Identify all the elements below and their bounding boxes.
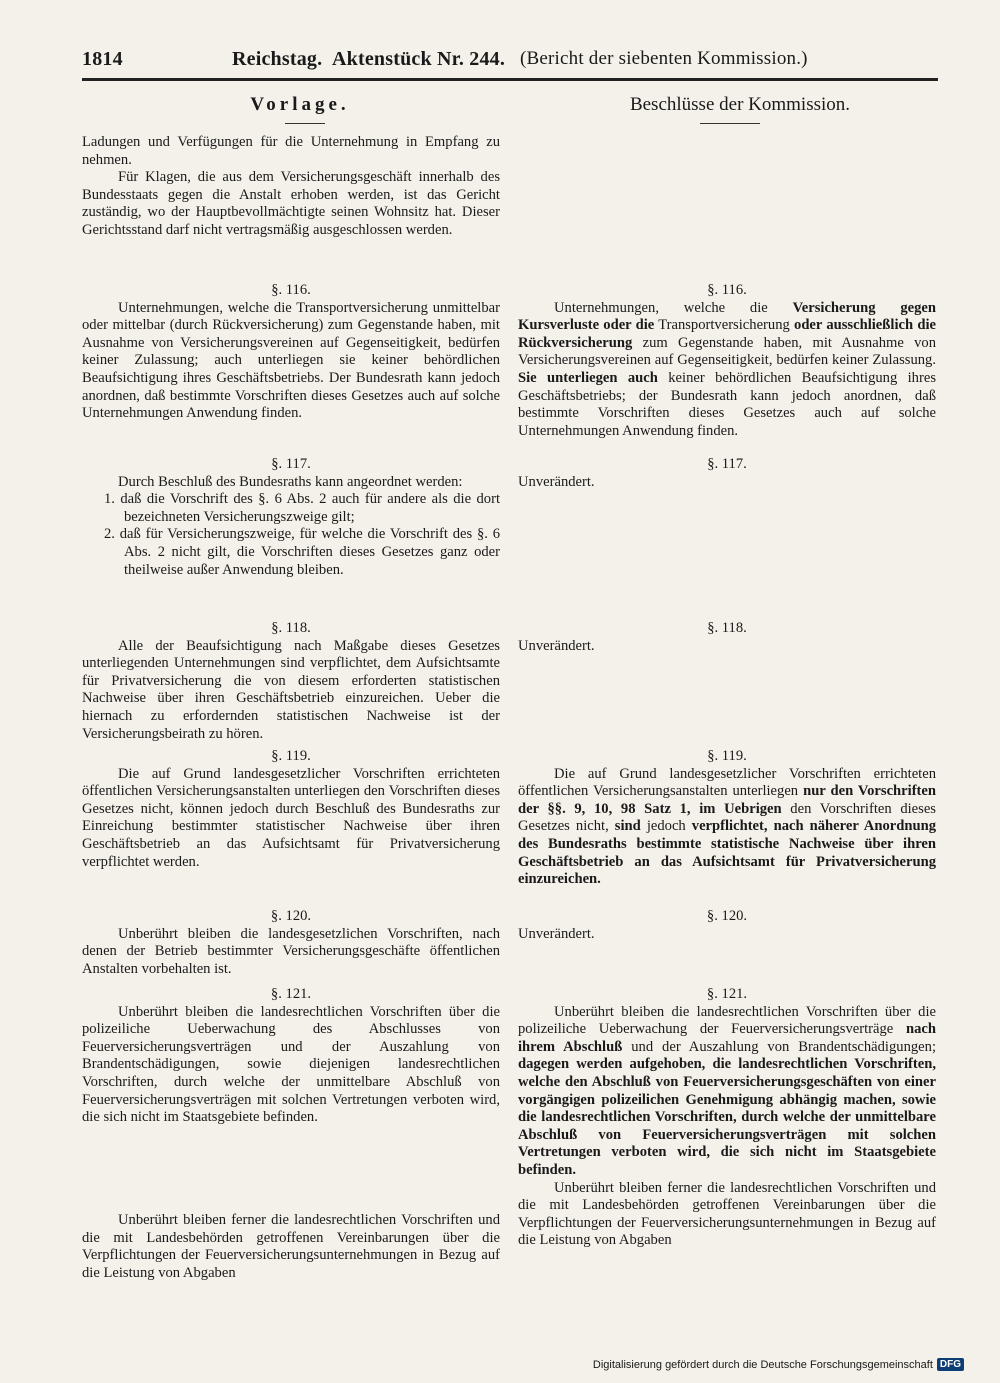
text-run: den Vorschriften dieses Gesetzes nicht,: [518, 800, 936, 835]
section-text: [518, 766, 936, 889]
amended-text: oder ausschließlich die Rückversicherung: [518, 317, 936, 351]
amended-text: sind: [614, 818, 641, 835]
header-subtitle: (Bericht der siebenten Kommission.): [520, 48, 808, 69]
left-title-underline: [285, 123, 325, 124]
text-run: Transportversicherung: [654, 317, 795, 334]
section-heading: §. 121.: [270, 986, 312, 1002]
section-heading: §. 117.: [271, 456, 311, 472]
right-section-116: [518, 282, 936, 440]
amended-text: dagegen werden aufgehoben, die landesrechtlichen Vorschriften, welche den Abschluß von Feuerversicherungsgeschäften von einer vorgängigen polizeilichen Genehmigung abhängig machen, sowie die landesrechtlichen Vorschriften, durch welche der unmittelbare Abschluß von Feuerversicherungsverträgen mit solchen Vertretungen verboten wird, die sich nicht im Staatsgebiete befinden.: [518, 1056, 936, 1178]
header-rule: [82, 78, 938, 81]
section-heading: §. 117.: [707, 456, 747, 472]
header-doc: Aktenstück Nr. 244.: [332, 48, 506, 70]
list-item: 2. daß für Versicherungszweige, für welche die Vorschrift des §. 6 Abs. 2 nicht gilt, die Vorschriften dieses Gesetzes ganz oder theilweise außer Anwendung bleiben.: [104, 526, 500, 578]
section-heading: §. 116.: [707, 282, 747, 298]
left-section-117: [82, 456, 500, 579]
right-section-117: [518, 456, 936, 491]
amended-text: nur den Vorschriften der §§. 9, 10, 98 Satz 1, im Uebrigen: [518, 783, 937, 817]
text-run: jedoch: [640, 818, 692, 835]
section-text: Unberührt bleiben ferner die landesrechtlichen Vorschriften und die mit Landesbehörden getroffenen Vereinbarungen über die Verpflichtungen der Feuerversicherungsunternehmungen in Bezug auf die Leistung von Abgaben: [518, 1179, 936, 1249]
section-text: [518, 1004, 936, 1180]
section-heading: §. 116.: [271, 282, 311, 298]
text-run: keiner behördlichen Beaufsichtigung ihres Geschäftsbetriebs; der Bundesrath kann jedoch anordnen, daß bestimmte Vorschriften dieses Gesetzes auch auf solche Unternehmungen Anwendung finden.: [518, 369, 936, 439]
section-heading: §. 120.: [706, 908, 748, 924]
left-section-119: [82, 748, 500, 871]
text-run: zum Gegenstande haben, mit Ausnahme von Versicherungsvereinen auf Gegenseitigkeit, bedürfen keiner Zulassung.: [518, 334, 936, 369]
section-text: Die auf Grund landesgesetzlicher Vorschriften errichteten öffentlichen Versicherungsanstalten unterliegen den Vorschriften dieses Gesetzes nicht, können jedoch durch Beschluß des Bundesraths zur Einreichung bestimmter statistischer Nachweise über ihren Geschäftsbetrieb an das Aufsichtsamt für Privatversicherung verpflichtet werden.: [82, 765, 500, 870]
left-intro: [82, 134, 500, 240]
amended-text: verpflichtet, nach näherer Anordnung des Bundesraths bestimmte statistische Nachweise über ihren Geschäftsbetrieb an das Aufsichtsamt für Privatversicherung einzureichen.: [518, 818, 936, 888]
section-text: Unberührt bleiben die landesrechtlichen Vorschriften über die polizeiliche Ueberwachung des Abschlusses von Feuerversicherungsverträgen und der Auszahlung von Brandentschädigungen, sowie diejenigen landesrechtlichen Vorschriften, durch welche der unmittelbare Abschluß von Feuerversicherungsverträgen mit solchen Vertretungen verboten wird, die sich nicht im Staatsgebiete befinden.: [82, 1003, 500, 1126]
text-run: Unberührt bleiben die landesrechtlichen Vorschriften über die polizeiliche Ueberwachung der Feuerversicherungsverträge: [518, 1003, 936, 1038]
left-intro-text: Ladungen und Verfügungen für die Unternehmung in Empfang zu nehmen.: [82, 134, 500, 168]
left-section-116: [82, 282, 500, 423]
section-list: [82, 491, 500, 579]
left-section-120: [82, 908, 500, 978]
section-heading: §. 118.: [271, 620, 311, 636]
right-section-119: [518, 748, 936, 889]
left-column-title: Vorlage.: [250, 94, 350, 115]
section-text: Unberührt bleiben ferner die landesrechtlichen Vorschriften und die mit Landesbehörden getroffenen Vereinbarungen über die Verpflichtungen der Feuerversicherungsunternehmungen in Bezug auf die Leistung von Abgaben: [82, 1212, 500, 1281]
list-item: 1. daß die Vorschrift des §. 6 Abs. 2 auch für andere als die dort bezeichneten Versicherungszweige gilt;: [104, 491, 500, 525]
section-heading: §. 119.: [271, 748, 311, 764]
section-heading: §. 119.: [707, 748, 747, 764]
left-section-121-continued: [82, 1212, 500, 1282]
right-section-121: [518, 986, 936, 1250]
page-number: 1814: [82, 48, 123, 70]
right-column-title: Beschlüsse der Kommission.: [629, 94, 851, 115]
section-text: Unternehmungen, welche die Transportversicherung unmittelbar oder mittelbar (durch Rückversicherung) zum Gegenstande haben, mit Ausnahme von Versicherungsvereinen auf Gegenseitigkeit, bedürfen keiner Zulassung; auch unterliegen sie keiner behördlichen Beaufsichtigung ihres Geschäftsbetriebs. Der Bundesrath kann jedoch anordnen, daß bestimmte Vorschriften dieses Gesetzes auch auf solche Unternehmungen Anwendung finden.: [82, 299, 500, 422]
section-text: Durch Beschluß des Bundesraths kann angeordnet werden:: [118, 473, 463, 490]
section-text: Unberührt bleiben die landesgesetzlichen Vorschriften, nach denen der Betrieb bestimmter Versicherungsgeschäfte öffentlichen Anstalten vorbehalten ist.: [82, 925, 500, 977]
section-heading: §. 121.: [706, 986, 748, 1002]
section-heading: §. 120.: [270, 908, 312, 924]
footer: [593, 1358, 964, 1371]
text-run: Unternehmungen, welche die: [554, 299, 793, 316]
footer-text: Digitalisierung gefördert durch die Deutsche Forschungsgemeinschaft: [592, 1358, 933, 1371]
right-section-118: [518, 620, 936, 655]
unchanged-note: Unverändert.: [518, 473, 595, 490]
text-run: Die auf Grund landesgesetzlicher Vorschriften errichteten öffentlichen Versicherungsanstalten unterliegen: [518, 765, 936, 800]
left-intro-text-2: Für Klagen, die aus dem Versicherungsgeschäft innerhalb des Bundesstaats gegen die Anstalt erhoben werden, ist das Gericht zuständig, wo der Hauptbevollmächtigte seinen Wohnsitz hat. Dieser Gerichtsstand darf nicht vertragsmäßig ausgeschlossen werden.: [82, 169, 500, 238]
text-run: und der Auszahlung von Brandentschädigungen;: [622, 1038, 937, 1055]
amended-text: nach ihrem Abschluß: [518, 1021, 936, 1055]
section-heading: §. 118.: [707, 620, 747, 636]
right-section-120: [518, 908, 936, 943]
section-text: [518, 300, 936, 441]
unchanged-note: Unverändert.: [518, 925, 595, 942]
amended-text: Versicherung gegen Kursverluste oder die: [518, 299, 937, 334]
right-title-underline: [700, 123, 760, 124]
unchanged-note: Unverändert.: [518, 637, 595, 654]
left-section-121: [82, 986, 500, 1127]
amended-text: Sie unterliegen auch: [518, 369, 658, 386]
left-section-118: [82, 620, 500, 743]
section-text: Alle der Beaufsichtigung nach Maßgabe dieses Gesetzes unterliegenden Unternehmungen sind verpflichtet, dem Aufsichtsamte für Privatversicherung die von diesem erforderten statistischen Nachweise über ihren Geschäftsbetrieb einzureichen. Ueber die hiernach zu erfordernden statistischen Nachweise ist der Versicherungsbeirath zu hören.: [82, 637, 500, 742]
dfg-logo: DFG: [937, 1358, 964, 1371]
header-title: Reichstag.: [232, 48, 323, 70]
